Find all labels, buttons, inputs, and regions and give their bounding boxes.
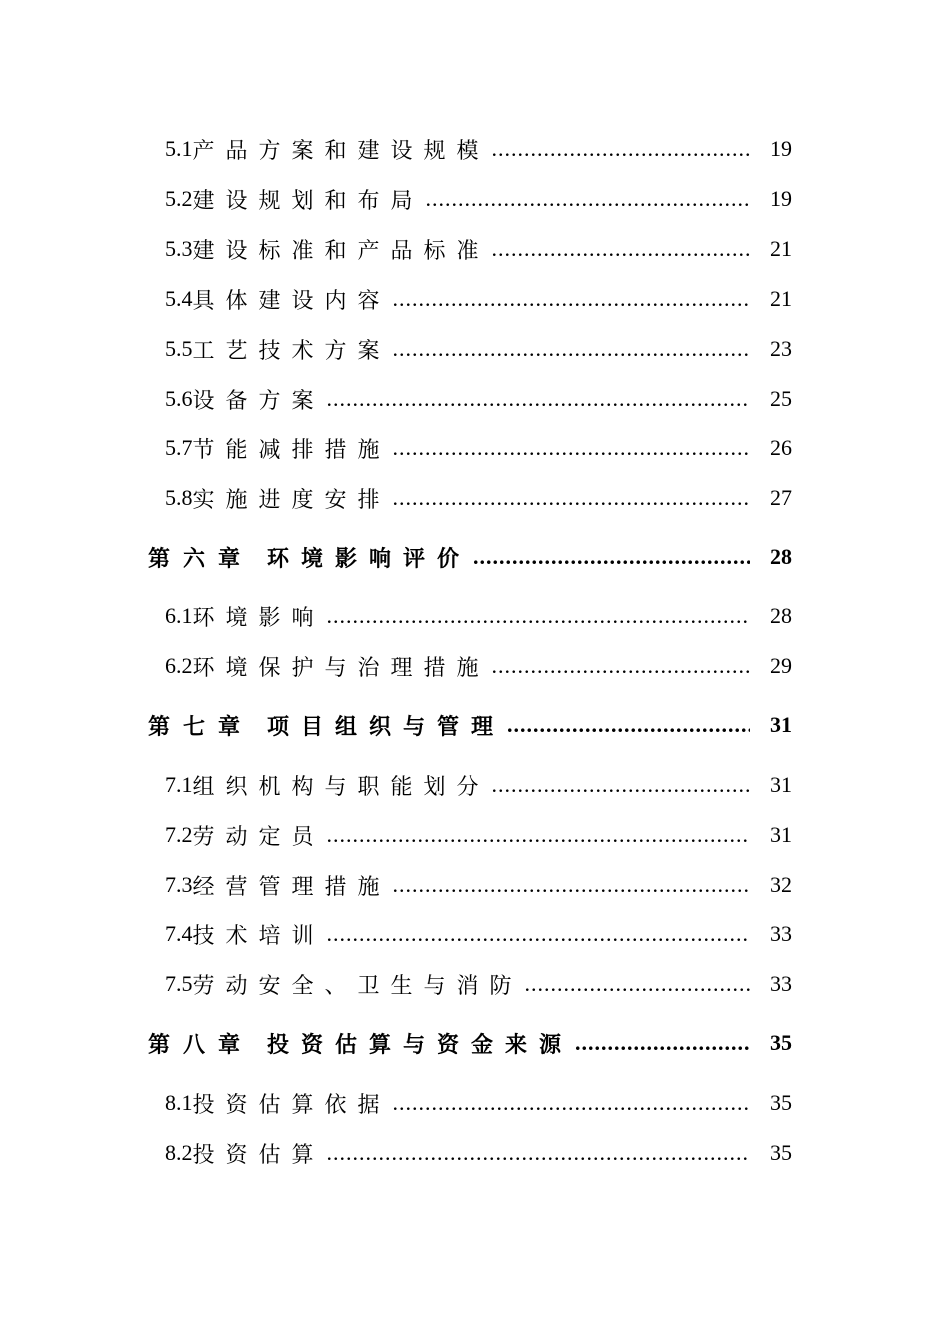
entry-page-number: 19 (770, 136, 792, 161)
toc-entry-5-1[interactable] (165, 129, 792, 169)
dot-leader (507, 705, 750, 745)
dot-leader (393, 1083, 750, 1123)
toc-entry-5-3[interactable] (165, 229, 792, 269)
entry-title: 具体建设内容 (192, 287, 391, 313)
entry-title: 投资估算 (192, 1141, 325, 1167)
chapter-number: 第六章 (148, 545, 254, 571)
chapter-title: 环境影响评价 (267, 545, 472, 571)
dot-leader (393, 428, 750, 468)
toc-entry-5-2[interactable] (165, 179, 792, 219)
entry-number: 5.3 (165, 236, 193, 261)
dot-leader (393, 329, 750, 369)
dot-leader (327, 815, 750, 855)
dot-leader (492, 765, 750, 805)
entry-number: 7.5 (165, 971, 193, 996)
dot-leader (575, 1023, 750, 1063)
entry-page-number: 31 (770, 822, 792, 847)
dot-leader (492, 646, 750, 686)
entry-title: 产品方案和建设规模 (192, 137, 490, 163)
dot-leader (393, 279, 750, 319)
entry-page-number: 27 (770, 485, 792, 510)
entry-title: 设备方案 (192, 387, 325, 413)
dot-leader (492, 229, 750, 269)
chapter-page-number: 28 (770, 544, 792, 569)
dot-leader (492, 129, 750, 169)
toc-entry-7-1[interactable] (165, 765, 792, 805)
entry-title: 组织机构与职能划分 (192, 773, 490, 799)
toc-entry-5-4[interactable] (165, 279, 792, 319)
entry-number: 7.4 (165, 921, 193, 946)
toc-entry-7-5[interactable] (165, 964, 792, 1004)
entry-title: 投资估算依据 (192, 1091, 391, 1117)
entry-page-number: 25 (770, 386, 792, 411)
entry-number: 5.7 (165, 435, 193, 460)
entry-number: 5.2 (165, 186, 193, 211)
dot-leader (393, 865, 750, 905)
dot-leader (327, 596, 750, 636)
toc-entry-5-8[interactable] (165, 478, 792, 518)
toc-chapter-6[interactable] (148, 537, 792, 577)
entry-title: 工艺技术方案 (192, 337, 391, 363)
entry-title: 劳动安全、卫生与消防 (192, 972, 523, 998)
chapter-page-number: 35 (770, 1030, 792, 1055)
entry-number: 7.3 (165, 872, 193, 897)
chapter-page-number: 31 (770, 712, 792, 737)
entry-page-number: 21 (770, 286, 792, 311)
entry-title: 技术培训 (192, 922, 325, 948)
toc-chapter-8[interactable] (148, 1023, 792, 1063)
toc-chapter-7[interactable] (148, 705, 792, 745)
entry-page-number: 32 (770, 872, 792, 897)
entry-number: 5.8 (165, 485, 193, 510)
chapter-title: 项目组织与管理 (267, 713, 506, 739)
toc-entry-7-3[interactable] (165, 865, 792, 905)
entry-page-number: 33 (770, 921, 792, 946)
entry-page-number: 28 (770, 603, 792, 628)
entry-title: 建设规划和布局 (192, 187, 424, 213)
chapter-title: 投资估算与资金来源 (267, 1031, 574, 1057)
toc-entry-8-1[interactable] (165, 1083, 792, 1123)
entry-page-number: 29 (770, 653, 792, 678)
toc-entry-7-2[interactable] (165, 815, 792, 855)
toc-entry-6-2[interactable] (165, 646, 792, 686)
dot-leader (426, 179, 750, 219)
dot-leader (327, 1133, 750, 1173)
dot-leader (327, 914, 750, 954)
entry-title: 环境保护与治理措施 (192, 654, 490, 680)
toc-entry-6-1[interactable] (165, 596, 792, 636)
toc-entry-7-4[interactable] (165, 914, 792, 954)
entry-page-number: 35 (770, 1090, 792, 1115)
entry-number: 5.1 (165, 136, 193, 161)
chapter-number: 第七章 (148, 713, 254, 739)
entry-number: 6.1 (165, 603, 193, 628)
dot-leader (525, 964, 750, 1004)
entry-title: 实施进度安排 (192, 486, 391, 512)
entry-number: 5.5 (165, 336, 193, 361)
entry-number: 5.6 (165, 386, 193, 411)
dot-leader (327, 379, 750, 419)
entry-number: 8.1 (165, 1090, 193, 1115)
entry-title: 经营管理措施 (192, 873, 391, 899)
entry-page-number: 33 (770, 971, 792, 996)
entry-page-number: 31 (770, 772, 792, 797)
toc-entry-5-6[interactable] (165, 379, 792, 419)
entry-title: 环境影响 (192, 604, 325, 630)
toc-entry-5-7[interactable] (165, 428, 792, 468)
entry-number: 5.4 (165, 286, 193, 311)
dot-leader (393, 478, 750, 518)
entry-title: 建设标准和产品标准 (192, 237, 490, 263)
entry-page-number: 21 (770, 236, 792, 261)
entry-page-number: 19 (770, 186, 792, 211)
entry-number: 7.2 (165, 822, 193, 847)
entry-page-number: 23 (770, 336, 792, 361)
entry-title: 劳动定员 (192, 823, 325, 849)
entry-number: 6.2 (165, 653, 193, 678)
entry-number: 7.1 (165, 772, 193, 797)
entry-page-number: 26 (770, 435, 792, 460)
entry-number: 8.2 (165, 1140, 193, 1165)
chapter-number: 第八章 (148, 1031, 254, 1057)
toc-entry-5-5[interactable] (165, 329, 792, 369)
dot-leader (473, 537, 750, 577)
entry-page-number: 35 (770, 1140, 792, 1165)
entry-title: 节能减排措施 (192, 436, 391, 462)
toc-entry-8-2[interactable] (165, 1133, 792, 1173)
